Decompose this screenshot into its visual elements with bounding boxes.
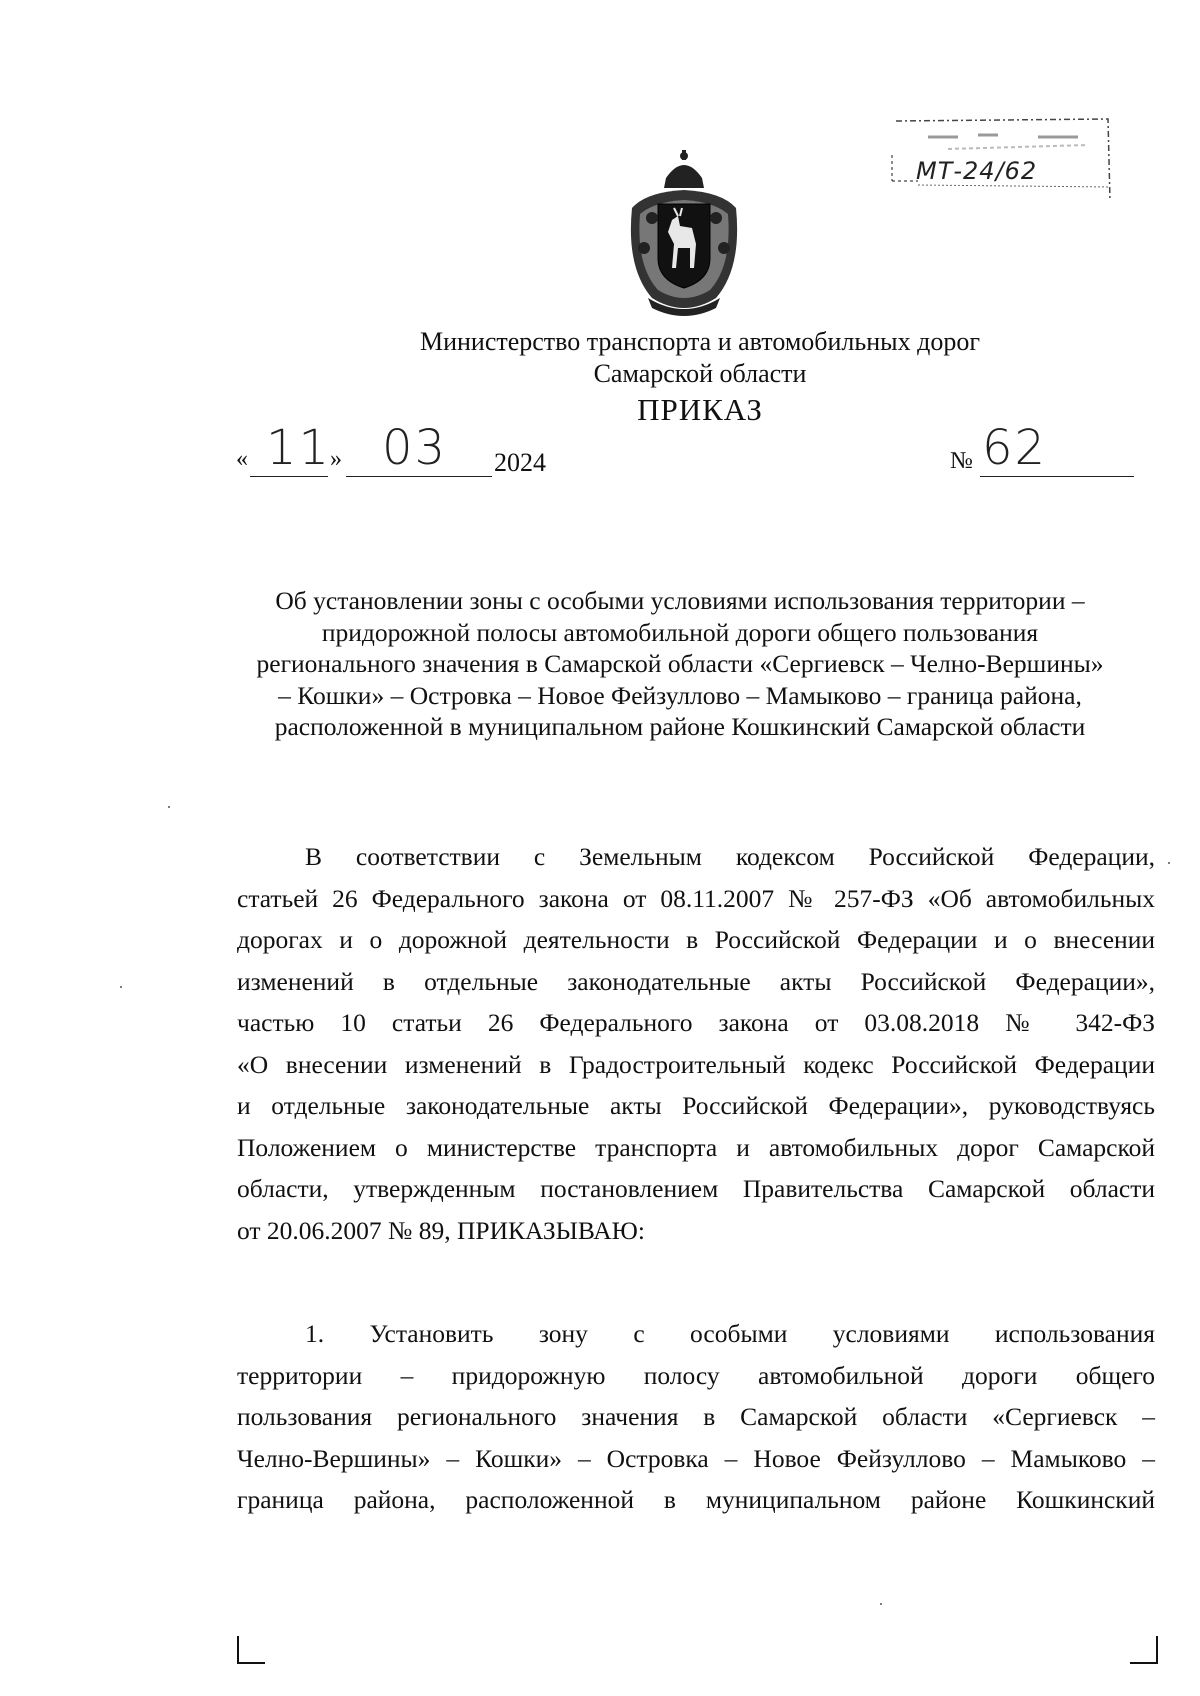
paragraph-line: Челно-Вершины» – Кошки» – Островка – Новое Фейзуллово – Мамыково – <box>237 1443 1155 1473</box>
scan-speck <box>168 806 170 808</box>
preamble-paragraph <box>237 836 1155 1251</box>
ministry-name-line2: Самарской области <box>593 359 807 388</box>
paragraph-line: изменений в отдельные законодательные акты Российской Федерации», <box>237 966 1155 996</box>
stamp-registration-number: МТ-24/62 <box>916 157 1038 185</box>
date-open-quote: « <box>236 446 248 472</box>
paragraph-line: территории – придорожную полосу автомобильной дороги общего <box>237 1360 1155 1390</box>
paragraph-line: и отдельные законодательные акты Российской Федерации», руководствуясь <box>237 1091 1155 1120</box>
page-corner-mark-left <box>237 1636 265 1664</box>
subject-line: придорожной полосы автомобильной дороги общего пользования <box>321 617 1039 647</box>
paragraph-line: граница района, расположенной в муниципальном районе Кошкинский <box>237 1485 1155 1514</box>
paragraph-line: 1. Установить зону с особыми условиями использования <box>305 1319 1155 1348</box>
scan-speck <box>1168 862 1170 864</box>
paragraph-line: «О внесении изменений в Градостроительный кодекс Российской Федерации <box>237 1049 1155 1079</box>
date-month: 03 <box>382 420 448 476</box>
paragraph-line: дорогах и о дорожной деятельности в Российской Федерации и о внесении <box>237 925 1155 954</box>
scan-speck <box>880 1603 882 1605</box>
date-close-quote: » <box>330 446 342 472</box>
subject-line: регионального значения в Самарской области «Сергиевск – Челно-Вершины» <box>256 649 1104 678</box>
ministry-name-line1: Министерство транспорта и автомобильных дорог <box>419 327 981 356</box>
date-day: 11 <box>266 420 332 476</box>
number-underline <box>980 476 1134 477</box>
order-number-sign: № <box>950 448 973 474</box>
registration-stamp <box>888 115 1120 207</box>
document-type-title: ПРИКАЗ <box>637 392 763 427</box>
date-number-line <box>236 420 1136 480</box>
order-item-1 <box>237 1313 1155 1521</box>
subject-line: расположенной в муниципальном районе Кошкинский Самарской области <box>274 712 1086 741</box>
paragraph-line: частью 10 статьи 26 Федерального закона от 03.08.2018 № 342-ФЗ <box>237 1008 1155 1037</box>
paragraph-line: Положением о министерстве транспорта и автомобильных дорог Самарской <box>237 1132 1155 1162</box>
samara-region-coat-of-arms-icon <box>622 148 746 316</box>
paragraph-line: области, утвержденным постановлением Правительства Самарской области <box>237 1174 1155 1203</box>
scan-speck <box>120 986 122 988</box>
page-corner-mark-right <box>1130 1636 1158 1664</box>
day-underline <box>250 476 328 477</box>
subject-line: Об установлении зоны с особыми условиями использования территории – <box>275 586 1085 615</box>
order-subject <box>230 585 1130 743</box>
paragraph-line: от 20.06.2007 № 89, ПРИКАЗЫВАЮ: <box>237 1215 645 1245</box>
month-underline <box>346 476 492 477</box>
paragraph-line: В соответствии с Земельным кодексом Российской Федерации, <box>305 842 1155 871</box>
paragraph-line: статьей 26 Федерального закона от 08.11.2007 № 257-ФЗ «Об автомобильных <box>237 883 1155 913</box>
order-number: 62 <box>982 420 1048 476</box>
date-year: 2024 <box>494 448 546 477</box>
paragraph-line: пользования регионального значения в Самарской области «Сергиевск – <box>237 1402 1155 1431</box>
subject-line: – Кошки» – Островка – Новое Фейзуллово – Мамыково – граница района, <box>278 680 1082 710</box>
